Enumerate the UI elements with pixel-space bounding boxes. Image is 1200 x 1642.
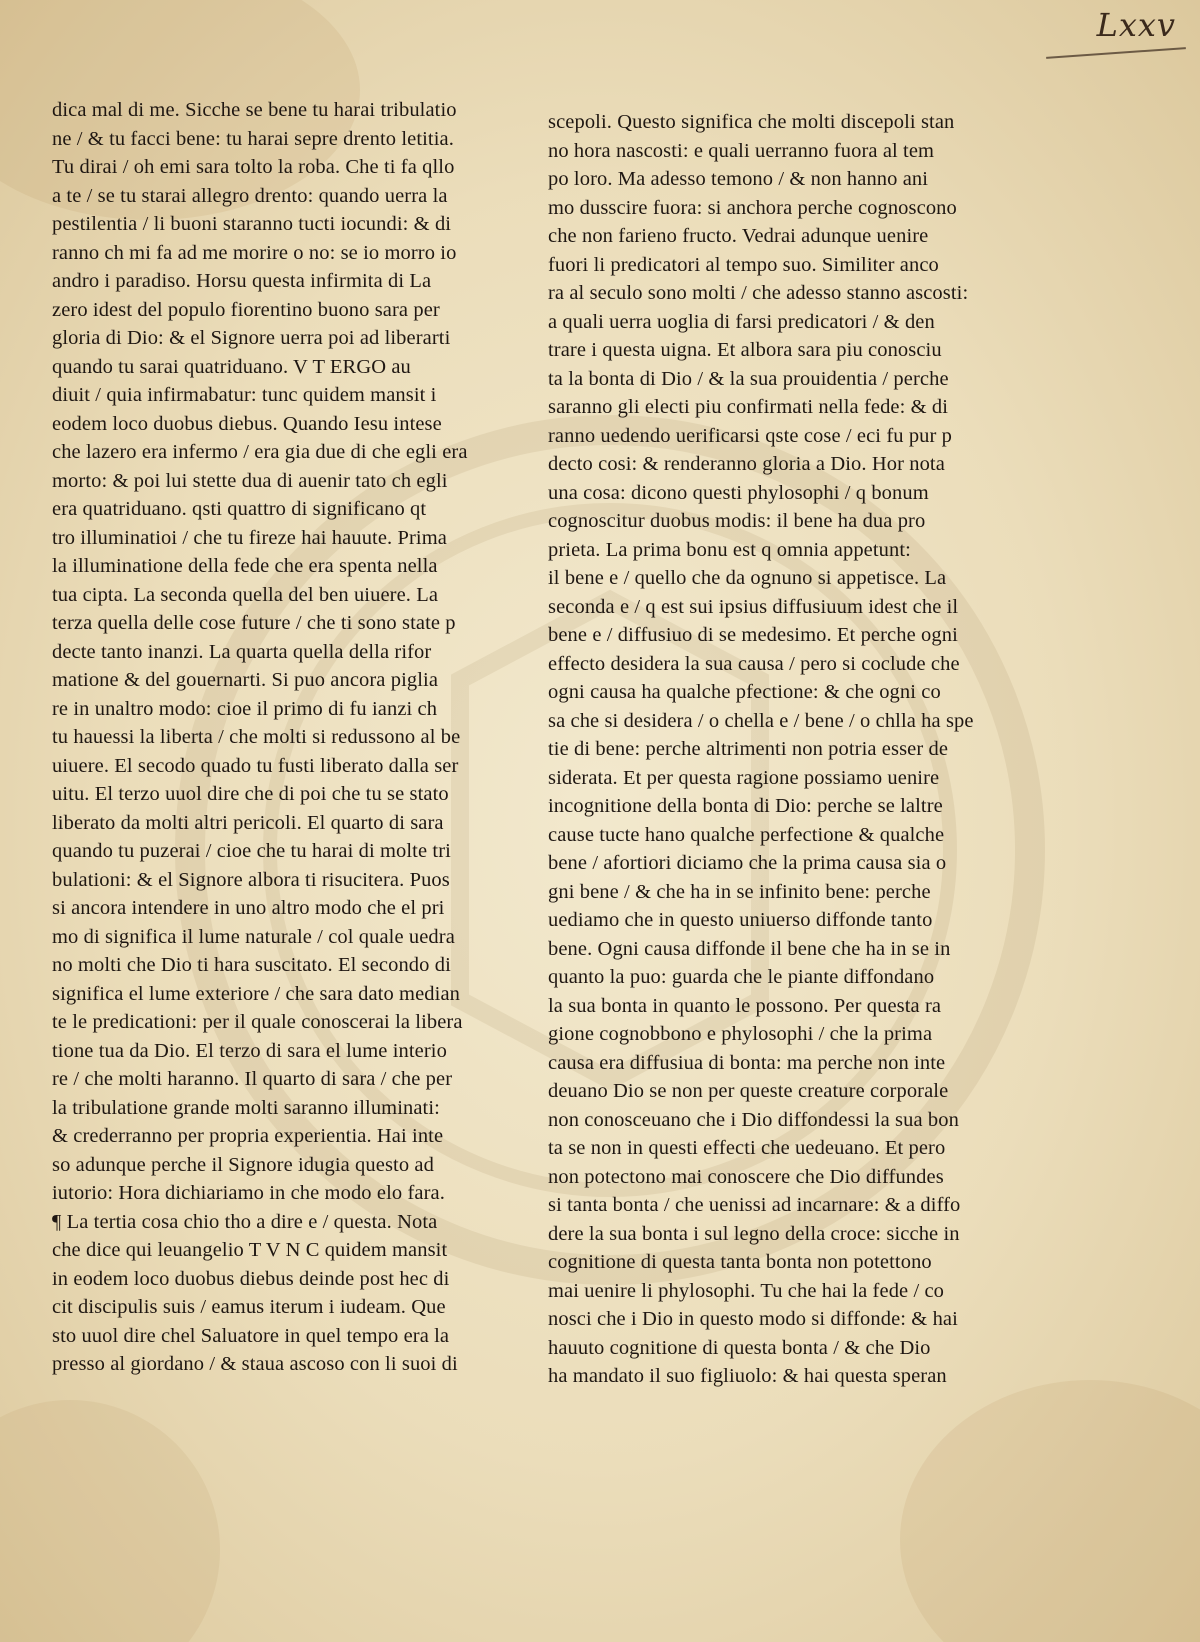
text-line: ¶ La tertia cosa chio tho a dire e / questa. Nota — [52, 1210, 438, 1233]
text-line: cause tucte hano qualche perfectione & qualche — [548, 823, 945, 846]
text-line: non potectono mai conoscere che Dio diffundes — [548, 1165, 944, 1188]
text-line: fuori li predicatori al tempo suo. Similiter anco — [548, 253, 939, 276]
text-line: bene / afortiori diciamo che la prima causa sia o — [548, 852, 947, 874]
text-line: tie di bene: perche altrimenti non potria esser de — [548, 738, 949, 760]
text-line: seconda e / q est sui ipsius diffusiuum idest che il — [548, 595, 959, 618]
text-line: ranno uedendo uerificarsi qste cose / eci fu pur p — [548, 424, 953, 447]
text-line: mai uenire li phylosophi. Tu che hai la fede / co — [548, 1279, 945, 1302]
text-line: il bene e / quello che da ognuno si appetisce. La — [548, 567, 947, 589]
text-line: te le predicationi: per il quale conoscerai la libera — [52, 1011, 463, 1033]
text-line: in eodem loco duobus diebus deinde post hec di — [52, 1267, 450, 1290]
text-line: morto: & poi lui stette dua di auenir tato ch egli — [52, 469, 448, 492]
text-line: so adunque perche il Signore idugia questo ad — [52, 1153, 434, 1176]
text-line: tua cipta. La seconda quella del ben uiuere. La — [52, 583, 439, 606]
text-line: decto cosi: & renderanno gloria a Dio. Hor nota — [548, 453, 945, 475]
text-line: Tu dirai / oh emi sara tolto la roba. Che ti fa qllo — [52, 156, 455, 178]
text-line: a te / se tu starai allegro drento: quando uerra la — [52, 184, 448, 207]
text-line: bene. Ogni causa diffonde il bene che ha in se in — [548, 937, 951, 960]
text-line: re / che molti haranno. Il quarto di sara / che per — [52, 1068, 453, 1090]
text-line: si ancora intendere in uno altro modo che el pri — [52, 897, 445, 919]
age-stain — [900, 1380, 1200, 1642]
text-line: iutorio: Hora dichiariamo in che modo elo fara. — [52, 1182, 445, 1204]
text-line: dere la sua bonta i sul legno della croce: sicche in — [548, 1222, 960, 1245]
text-line: pestilentia / li buoni staranno tucti iocundi: & di — [52, 213, 452, 235]
text-line: hauuto cognitione di questa bonta / & che Dio — [548, 1336, 931, 1359]
text-line: diuit / quia infirmabatur: tunc quidem mansit i — [52, 384, 437, 406]
text-line: a quali uerra uoglia di farsi predicatori / & den — [548, 310, 935, 333]
text-line: ra al seculo sono molti / che adesso stanno ascosti: — [548, 282, 969, 304]
text-line: ta se non in questi effecti che uedeuano. Et pero — [548, 1137, 946, 1159]
text-line: prieta. La prima bonu est q omnia appetunt: — [548, 538, 911, 561]
text-line: sto uuol dire chel Saluatore in quel tempo era la — [52, 1324, 450, 1347]
text-line: tro illuminatioi / che tu fireze hai hauute. Prima — [52, 526, 447, 549]
text-line: cognitione di questa tanta bonta non potettono — [548, 1251, 932, 1273]
text-line: la sua bonta in quanto le possono. Per questa ra — [548, 994, 942, 1017]
text-line: dica mal di me. Sicche se bene tu harai tribulatio — [52, 99, 457, 121]
text-line: ta la bonta di Dio / & la sua prouidentia / perche — [548, 367, 949, 390]
text-line: significa el lume exteriore / che sara dato median — [52, 982, 460, 1005]
text-line: tione tua da Dio. El terzo di sara el lume interio — [52, 1039, 447, 1062]
text-line: cit discipulis suis / eamus iterum i iudeam. Que — [52, 1296, 446, 1318]
text-line: siderata. Et per questa ragione possiamo uenire — [548, 766, 940, 789]
text-line: matione & del gouernarti. Si puo ancora piglia — [52, 669, 439, 691]
text-line: bulationi: & el Signore albora ti risucitera. Puos — [52, 868, 450, 891]
text-line: ha mandato il suo figliuolo: & hai questa speran — [548, 1365, 947, 1387]
text-line: saranno gli electi piu confirmati nella fede: & di — [548, 396, 949, 418]
text-line: gione cognobbono e phylosophi / che la prima — [548, 1023, 933, 1045]
text-line: & crederranno per propria experientia. Hai inte — [52, 1125, 444, 1147]
folio-number: Lxxv — [1096, 6, 1176, 44]
folio-underline — [1046, 47, 1186, 59]
text-column-left — [52, 96, 504, 1379]
text-line: incognitione della bonta di Dio: perche se laltre — [548, 795, 943, 817]
text-line: no hora nascosti: e quali uerranno fuora al tem — [548, 139, 935, 162]
text-line: bene e / diffusiuo di se medesimo. Et perche ogni — [548, 624, 958, 646]
age-stain — [0, 1400, 220, 1642]
text-line: che dice qui leuangelio T V N C quidem mansit — [52, 1239, 448, 1261]
text-line: sa che si desidera / o chella e / bene / o chlla ha spe — [548, 709, 974, 732]
text-line: gloria di Dio: & el Signore uerra poi ad liberarti — [52, 327, 451, 349]
text-line: eodem loco duobus diebus. Quando Iesu intese — [52, 412, 442, 435]
text-line: la tribulatione grande molti saranno illuminati: — [52, 1096, 440, 1119]
text-line: uediamo che in questo uniuerso diffonde tanto — [548, 909, 933, 931]
text-line: tu hauessi la liberta / che molti si redussono al be — [52, 726, 461, 748]
text-line: causa era diffusiua di bonta: ma perche non inte — [548, 1051, 946, 1074]
text-line: terza quella delle cose future / che ti sono state p — [52, 612, 456, 634]
text-line: gni bene / & che ha in se infinito bene: perche — [548, 880, 931, 903]
text-line: uitu. El terzo uuol dire che di poi che tu se stato — [52, 783, 449, 805]
text-line: che lazero era infermo / era gia due di che egli era — [52, 441, 468, 463]
text-line: nosci che i Dio in questo modo si diffonde: & hai — [548, 1308, 958, 1330]
text-line: mo di significa il lume naturale / col quale uedra — [52, 925, 455, 948]
text-line: si tanta bonta / che uenissi ad incarnare: & a diffo — [548, 1194, 961, 1216]
text-line: mo dusscire fuora: si anchora perche cognoscono — [548, 196, 957, 219]
text-line: non conosceuano che i Dio diffondessi la sua bon — [548, 1108, 959, 1131]
text-line: era quatriduano. qsti quattro di significano qt — [52, 498, 427, 520]
text-line: no molti che Dio ti hara suscitato. El secondo di — [52, 954, 451, 976]
text-line: po loro. Ma adesso temono / & non hanno ani — [548, 168, 929, 190]
text-line: scepoli. Questo significa che molti discepoli stan — [548, 111, 955, 133]
text-line: re in unaltro modo: cioe il primo di fu ianzi ch — [52, 697, 438, 720]
text-line: cognoscitur duobus modis: il bene ha dua pro — [548, 510, 926, 532]
text-line: ogni causa ha qualche pfectione: & che ogni co — [548, 681, 941, 703]
text-line: trare i questa uigna. Et albora sara piu conosciu — [548, 339, 942, 361]
text-line: ne / & tu facci bene: tu harai sepre drento letitia. — [52, 127, 454, 150]
text-line: uiuere. El secodo quado tu fusti liberato dalla ser — [52, 754, 459, 777]
text-line: quando tu puzerai / cioe che tu harai di molte tri — [52, 840, 451, 862]
text-line: ranno ch mi fa ad me morire o no: se io morro io — [52, 241, 457, 264]
text-line: quanto la puo: guarda che le piante diffondano — [548, 966, 935, 988]
text-line: deuano Dio se non per queste creature corporale — [548, 1080, 949, 1102]
text-line: liberato da molti altri pericoli. El quarto di sara — [52, 811, 444, 834]
text-line: effecto desidera la sua causa / pero si coclude che — [548, 652, 960, 675]
text-line: quando tu sarai quatriduano. V T ERGO au — [52, 355, 411, 378]
text-line: zero idest del populo fiorentino buono sara per — [52, 298, 440, 321]
text-line: la illuminatione della fede che era spenta nella — [52, 555, 438, 577]
text-column-right — [548, 108, 1028, 1391]
text-line: una cosa: dicono questi phylosophi / q bonum — [548, 481, 929, 504]
text-line: presso al giordano / & staua ascoso con li suoi di — [52, 1353, 458, 1375]
text-line: che non farieno fructo. Vedrai adunque uenire — [548, 225, 929, 247]
text-line: decte tanto inanzi. La quarta quella della rifor — [52, 640, 432, 663]
text-line: andro i paradiso. Horsu questa infirmita di La — [52, 270, 432, 292]
